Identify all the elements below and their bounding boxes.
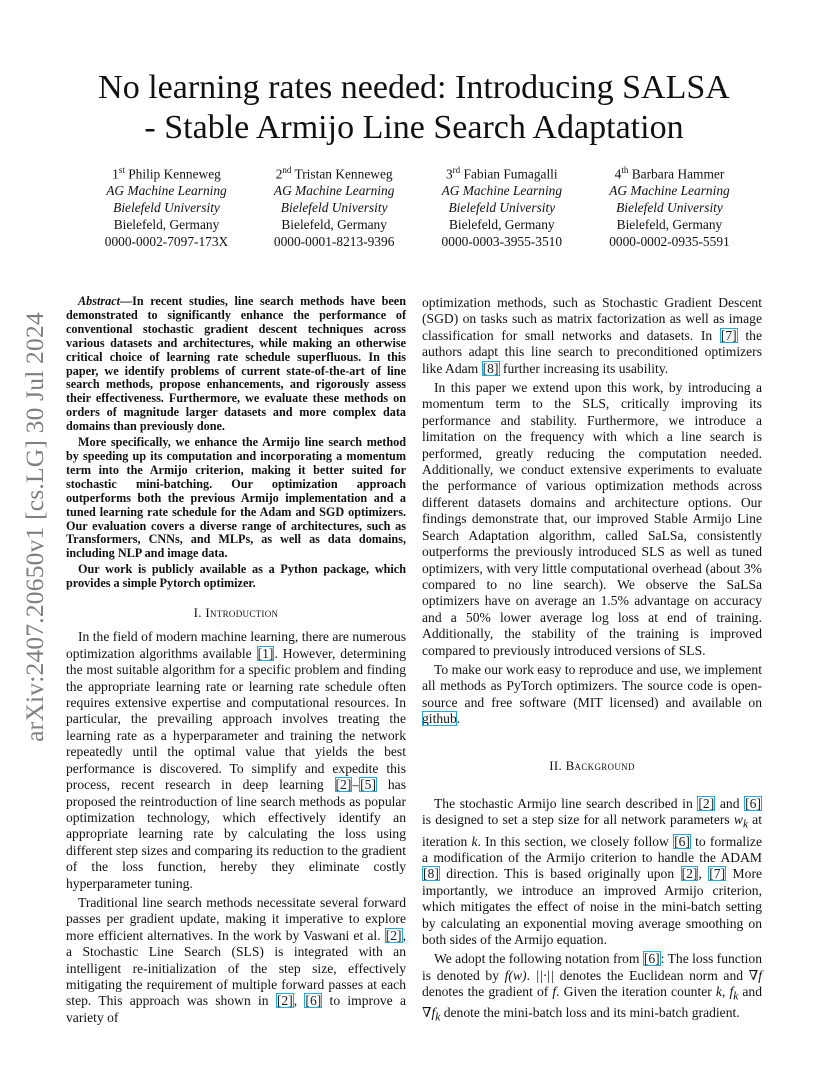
author-ordinal-suffix: th bbox=[621, 165, 629, 175]
abstract-paragraph-2: More specifically, we enhance the Armijo line search method by speeding up its computation and incorporating a momentum term into the Armijo criterion, making it better suited for stochastic mini-batching. Our optimization approach outperforms both the previous Armijo implementation and a tuned learning rate schedule for the Adam and SGD optimizers. Our evaluation covers a diverse range of architectures, such as Transformers, CNNs, and MLPs, as well as data domains, including NLP and image data. bbox=[66, 435, 406, 561]
right-column bbox=[422, 295, 762, 1029]
author-location: Bielefeld, Germany bbox=[616, 217, 723, 233]
intro-paragraph-4: In this paper we extend upon this work, by introducing a momentum term to the SLS, critically improving its performance and stability. Furthermore, we introduce a limitation on the frequency with which a line search is performed, greatly reducing the computation needed. Additionally, we conduct extensive experiments to evaluate the performance of various optimization methods across different datasets domains and architecture options. Our findings demonstrate that, our improved Stable Armijo Line Search Adaptation algorithm, called SaLSa, consistently outperforms the previously introduced SLS as well as tuned optimizers, with very little computational overhead (about 3% compared to no line search). We observe the SaLSa optimizers have on average an 1.5% advantage on accuracy and a 50% lower average log loss at end of training. Additionally, the stability of the training is improved compared to previously introduced versions of SLS. bbox=[422, 380, 762, 658]
author-name-text: Fabian Fumagalli bbox=[463, 166, 558, 182]
citation-link[interactable]: [2] bbox=[698, 795, 715, 811]
abstract-label: Abstract bbox=[78, 294, 120, 308]
intro-paragraph-2 bbox=[66, 895, 406, 1026]
text-span: . bbox=[526, 967, 536, 983]
text-span: denote the mini-batch loss and its mini-batch gradient. bbox=[440, 1005, 740, 1021]
author-orcid: 0000-0002-7097-173X bbox=[104, 234, 229, 250]
text-span: is designed to set a step size for all network parameters bbox=[422, 812, 734, 828]
citation-link[interactable]: [1] bbox=[257, 645, 274, 661]
text-span: . In this section, we closely follow bbox=[477, 833, 674, 849]
author-university: Bielefeld University bbox=[616, 200, 723, 216]
citation-link[interactable]: [8] bbox=[482, 360, 499, 376]
citation-link[interactable]: [7] bbox=[709, 866, 726, 882]
text-span: denotes the Euclidean norm and bbox=[553, 967, 749, 983]
section-heading-introduction: I. Introduction bbox=[193, 605, 279, 621]
arxiv-identifier bbox=[22, 296, 48, 758]
author-name bbox=[587, 162, 752, 182]
author-ordinal-suffix: rd bbox=[452, 165, 461, 175]
text-span: , bbox=[698, 866, 709, 882]
math-symbol: k bbox=[715, 984, 722, 1000]
author-location: Bielefeld, Germany bbox=[281, 217, 387, 233]
citation-link[interactable]: [2] bbox=[276, 993, 293, 1009]
text-span: direction. This is based originally upon bbox=[439, 866, 681, 882]
text-span: to improve a variety of bbox=[66, 993, 407, 1025]
math-subscript: k bbox=[742, 819, 748, 832]
abstract-text-1: —In recent studies, line search methods have been demonstrated to significantly enhance the performance of conventional stochastic gradient descent techniques across various datasets and architectures, while making an otherwise critical choice of learning rate schedule superfluous. In this paper, we identify problems of current state-of-the-art of line search methods, propose enhancements, and rigorously assess their effectiveness. Furthermore, we evaluate these methods on orders of magnitude larger datasets and more complex data domains than previously done. bbox=[66, 294, 406, 434]
abstract-paragraph-3: Our work is publicly available as a Python package, which provides a simple Pytorch optimizer. bbox=[66, 562, 406, 591]
text-span: , bbox=[721, 984, 730, 1000]
citation-link[interactable]: [6] bbox=[674, 833, 690, 849]
math-symbol: f(w) bbox=[504, 967, 527, 983]
math-subscript: k bbox=[435, 1012, 441, 1024]
background-paragraph-2 bbox=[422, 951, 762, 1026]
text-span: and bbox=[715, 795, 745, 811]
text-span: In the field of modern machine learning, there are numerous optimization algorithms available bbox=[66, 629, 406, 661]
math-symbol: ∇f bbox=[422, 1005, 436, 1021]
text-span: further increasing its usability. bbox=[499, 360, 669, 376]
author-affiliation: AG Machine Learning bbox=[106, 183, 227, 199]
author-ordinal: 2 bbox=[275, 166, 283, 182]
text-span: has proposed the reintroduction of line search methods as popular optimization technology, which effectively identify an appropriate learning rate by calculating the loss using different step sizes and comparing its reduction to the gradient of the loss function, hereby they eliminate costly hyperparameter tuning. bbox=[66, 777, 406, 891]
arxiv-id-text: arXiv:2407.20650v1 [cs.LG] 30 Jul 2024 bbox=[20, 312, 49, 742]
text-span: to formalize a modification of the Armijo criterion to handle the ADAM bbox=[422, 833, 762, 865]
text-span: . Given the iteration counter bbox=[556, 984, 716, 1000]
author-affiliation: AG Machine Learning bbox=[273, 183, 395, 199]
citation-link[interactable]: [2] bbox=[681, 866, 698, 882]
text-span: . However, determining the most suitable algorithm for a specific problem and finding the appropriate learning rate or learning rate schedule often requires extensive expertise and computational resources. In particular, the prevailing approach involves treating the learning rate as a hyperparameter and training the network repeatedly until the optimal value that yields the best performance is discovered. To simplify and expedite this process, recent research in deep learning bbox=[66, 645, 406, 793]
citation-link[interactable]: [8] bbox=[423, 866, 439, 882]
github-link[interactable]: github bbox=[422, 711, 457, 727]
citation-link[interactable]: [5] bbox=[360, 777, 377, 793]
section-heading-background: II. Background bbox=[549, 757, 635, 773]
author-name bbox=[252, 162, 417, 182]
citation-link[interactable]: [2] bbox=[385, 927, 402, 943]
intro-paragraph-3 bbox=[422, 295, 762, 377]
text-span: Traditional line search methods necessitate several forward passes per gradient update, making it imperative to explore more efficient alternatives. In the work by Vaswani et al. bbox=[66, 894, 406, 943]
author-affiliation: AG Machine Learning bbox=[441, 183, 563, 199]
author-location: Bielefeld, Germany bbox=[449, 217, 555, 233]
abstract-paragraph-1 bbox=[66, 295, 406, 434]
text-span: . bbox=[456, 711, 461, 727]
text-span: and bbox=[738, 984, 763, 1000]
citation-link[interactable]: [2] bbox=[335, 777, 352, 793]
author-1 bbox=[84, 162, 249, 250]
author-location: Bielefeld, Germany bbox=[113, 217, 220, 233]
author-2 bbox=[252, 162, 417, 250]
math-symbol: ||·|| bbox=[535, 967, 554, 983]
citation-link[interactable]: [6] bbox=[643, 951, 660, 967]
math-symbol: f bbox=[729, 984, 734, 1000]
math-symbol: k bbox=[471, 833, 478, 849]
author-name-text: Barbara Hammer bbox=[631, 166, 725, 182]
author-university: Bielefeld University bbox=[280, 200, 388, 216]
text-span: To make our work easy to reproduce and use, we implement all methods as PyTorch optimizers. The source code is open-source and free software (MIT licensed) and available on bbox=[422, 661, 762, 710]
author-3 bbox=[419, 162, 584, 250]
title-line-2: - Stable Armijo Line Search Adaptation bbox=[144, 109, 684, 146]
author-ordinal: 1 bbox=[112, 166, 119, 182]
text-span: denotes the gradient of bbox=[422, 984, 553, 1000]
text-span: at iteration bbox=[422, 812, 762, 849]
author-ordinal: 4 bbox=[614, 166, 622, 182]
author-ordinal-suffix: st bbox=[118, 165, 125, 175]
math-symbol: w bbox=[733, 812, 743, 828]
citation-link[interactable]: [7] bbox=[720, 327, 737, 343]
author-university: Bielefeld University bbox=[113, 200, 220, 216]
author-affiliation: AG Machine Learning bbox=[609, 183, 730, 199]
background-paragraph-1 bbox=[422, 796, 762, 948]
author-name bbox=[419, 162, 584, 182]
citation-link[interactable]: [6] bbox=[305, 993, 322, 1009]
text-span: We adopt the following notation from bbox=[434, 951, 643, 967]
citation-link[interactable]: [6] bbox=[745, 795, 761, 811]
author-orcid: 0000-0002-0935-5591 bbox=[609, 234, 730, 250]
author-name-text: Tristan Kenneweg bbox=[294, 166, 393, 182]
author-university: Bielefeld University bbox=[448, 200, 556, 216]
text-span: , bbox=[293, 993, 305, 1009]
text-span: More importantly, we introduce an improved Armijo criterion, which mitigates the effect of noise in the mini-batch setting by calculating an exponential moving average smoothing on both sides of the Armijo equation. bbox=[422, 866, 762, 947]
author-ordinal-suffix: nd bbox=[282, 165, 292, 175]
left-column bbox=[66, 295, 406, 1029]
author-block bbox=[84, 162, 752, 250]
author-ordinal: 3 bbox=[445, 166, 453, 182]
text-span: The stochastic Armijo line search described in bbox=[434, 795, 698, 811]
text-span: , a Stochastic Line Search (SLS) is integrated with an intelligent re-initialization of the step size, effectively mitigating the requirement of multiple forward passes at each step. This approach was shown in bbox=[66, 927, 406, 1009]
text-span: – bbox=[352, 777, 360, 793]
text-span: : The loss function is denoted by bbox=[422, 951, 762, 983]
intro-paragraph-1 bbox=[66, 629, 406, 892]
math-subscript: k bbox=[733, 990, 739, 1003]
title-line-1: No learning rates needed: Introducing SALSA bbox=[98, 69, 730, 106]
author-name bbox=[84, 162, 249, 182]
text-span: optimization methods, such as Stochastic Gradient Descent (SGD) on tasks such as matrix factorization as well as image classification for small networks and datasets. In bbox=[422, 295, 762, 343]
author-name-text: Philip Kenneweg bbox=[128, 166, 221, 182]
text-span: the authors adapt this line search to preconditioned optimizers like Adam bbox=[422, 327, 762, 376]
paper-title bbox=[60, 68, 768, 148]
intro-paragraph-5 bbox=[422, 662, 762, 728]
author-orcid: 0000-0001-8213-9396 bbox=[273, 234, 395, 250]
math-symbol: f bbox=[552, 984, 557, 1000]
author-4 bbox=[587, 162, 752, 250]
author-orcid: 0000-0003-3955-3510 bbox=[441, 234, 563, 250]
math-symbol: ∇f bbox=[748, 967, 762, 983]
